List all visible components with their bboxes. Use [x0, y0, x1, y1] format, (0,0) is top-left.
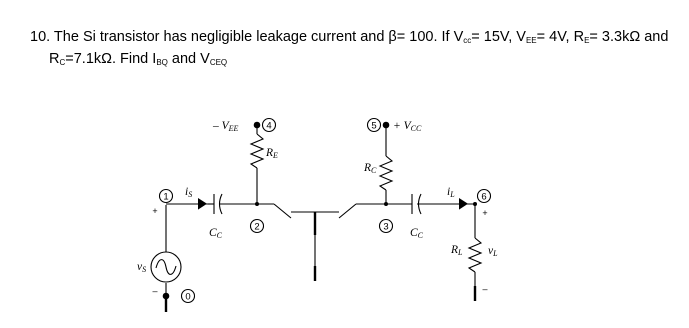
il-label: iL: [447, 186, 455, 199]
svg-text:5: 5: [371, 120, 377, 132]
is-label: iS: [185, 186, 193, 199]
re-label: RE: [266, 147, 278, 160]
svg-text:+: +: [482, 208, 488, 218]
cc-left-label: CC: [209, 227, 223, 240]
rc-label: RC: [364, 162, 377, 175]
svg-text:–: –: [152, 286, 158, 296]
svg-text:3: 3: [383, 221, 389, 233]
polarity-signs: [152, 206, 487, 296]
vs-label: vS: [137, 261, 147, 274]
svg-text:0: 0: [185, 291, 191, 303]
coupling-capacitor-left: [208, 194, 257, 214]
cc-right-label: CC: [410, 227, 424, 240]
svg-text:–: –: [482, 284, 488, 294]
transistor-emitter-path: [257, 204, 356, 281]
emitter-resistor-re: [251, 122, 263, 206]
svg-text:+: +: [152, 206, 158, 216]
load-resistor-rl: [469, 202, 481, 301]
vl-label: vL: [488, 245, 498, 258]
svg-text:1: 1: [163, 191, 169, 203]
collector-resistor-rc: [356, 122, 392, 206]
question-line-2: $R_C=7.1k\Omega$. Find $I_{BQ}$ and $V_{CEQ}$: [49, 51, 228, 67]
vcc-label: + VCC: [393, 120, 422, 133]
is-arrow-icon: [198, 198, 207, 210]
svg-text:6: 6: [481, 191, 487, 203]
component-labels: [137, 120, 498, 274]
il-arrow-icon: [459, 198, 468, 210]
node-markers: [160, 119, 491, 303]
source-branch: [151, 198, 208, 312]
svg-text:4: 4: [266, 120, 272, 132]
vee-label: – VEE: [213, 120, 239, 133]
svg-text:2: 2: [254, 221, 260, 233]
coupling-capacitor-right: [386, 194, 475, 214]
rl-label: RL: [451, 244, 463, 257]
question-line-1: 10. The Si transistor has negligible leakage current and β= 100. If $V_{cc}= 15V$, $V_{EE}= 4V$, $R_E= 3.3k\Omega$ and: [30, 29, 669, 45]
